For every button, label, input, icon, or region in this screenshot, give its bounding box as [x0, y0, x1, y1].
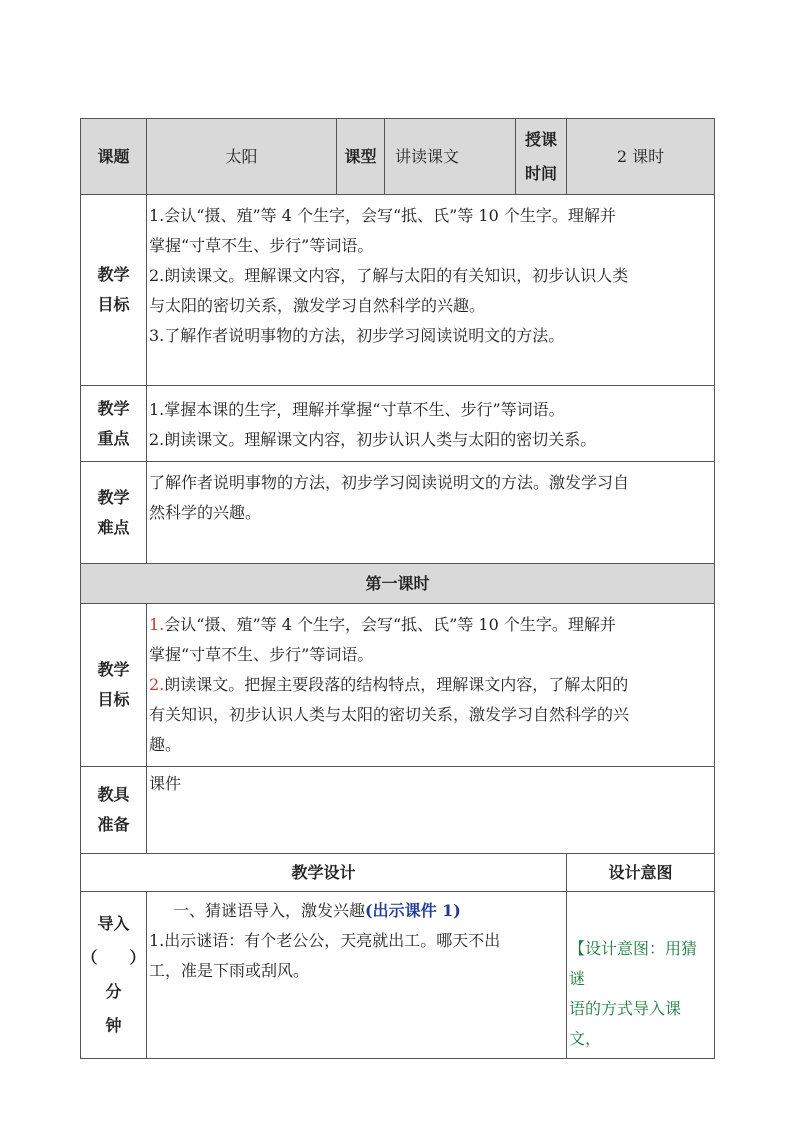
- lesson-goal-line: 2.朗读课文。把握主要段落的结构特点，理解课文内容，了解太阳的: [149, 675, 629, 694]
- lesson-goal-line: 1.会认“摄、殖”等 4 个生字，会写“抵、氏”等 10 个生字。理解并: [149, 615, 616, 634]
- intro-content: [147, 892, 567, 1059]
- time-label-line-1: 授课: [524, 129, 557, 149]
- tools-value: 课件: [147, 767, 715, 854]
- tools-label: 教具 准备: [81, 767, 147, 854]
- intro-row: [81, 892, 715, 1059]
- difficulties-line: 了解作者说明事物的方法，初步学习阅读说明文的方法。激发学习自: [149, 473, 630, 492]
- key-points-line: 1.掌握本课的生字，理解并掌握“寸草不生、步行”等词语。: [149, 399, 565, 419]
- intent-line: 【设计意图：用猜谜: [569, 939, 698, 988]
- topic-value: 太阳: [147, 119, 337, 195]
- goals-line: 与太阳的密切关系，激发学习自然科学的兴趣。: [149, 296, 486, 315]
- goals-line: 掌握“寸草不生、步行”等词语。: [149, 236, 374, 255]
- time-value: 2 课时: [567, 119, 715, 195]
- topic-label: 课题: [81, 119, 147, 195]
- lesson-goal-number: 2.: [149, 675, 165, 694]
- time-label: [516, 119, 567, 195]
- goals-content: [147, 195, 715, 386]
- intro-step-line: 工，准是下雨或刮风。: [149, 961, 310, 980]
- lesson-plan-table: [80, 118, 715, 1059]
- intent-column-header: 设计意图: [567, 854, 715, 892]
- difficulties-content: [147, 462, 715, 564]
- intent-line: 语的方式导入课文，: [569, 999, 682, 1048]
- difficulties-row: [81, 462, 715, 564]
- goals-row: [81, 195, 715, 386]
- lesson-goal-number: 1.: [149, 615, 165, 634]
- lesson-goals-row: [81, 604, 715, 767]
- lesson-goal-line: 掌握“寸草不生、步行”等词语。: [149, 645, 374, 664]
- key-points-row: [81, 386, 715, 462]
- first-lesson-title: 第一课时: [81, 564, 715, 604]
- difficulties-line: 然科学的兴趣。: [149, 503, 262, 522]
- goals-line: 2.朗读课文。理解课文内容，了解与太阳的有关知识，初步认识人类: [149, 266, 629, 285]
- intro-label: 导入 （ ）分 钟: [81, 892, 147, 1059]
- design-header-row: [81, 854, 715, 892]
- type-value: 讲读课文: [385, 119, 516, 195]
- time-label-line-2: 时间: [524, 163, 557, 183]
- key-points-line: 2.朗读课文。理解课文内容，初步认识人类与太阳的密切关系。: [149, 429, 597, 449]
- key-points-label: 教学 重点: [81, 386, 147, 462]
- design-intent-content: [567, 892, 715, 1059]
- lesson-goal-line: 有关知识，初步认识人类与太阳的密切关系，激发学习自然科学的兴: [149, 705, 630, 724]
- design-column-header: 教学设计: [81, 854, 567, 892]
- lesson-goals-label: 教学 目标: [81, 604, 147, 767]
- tools-row: [81, 767, 715, 854]
- header-row: [81, 119, 715, 195]
- lesson-goal-line: 趣。: [149, 735, 182, 754]
- difficulties-label: 教学 难点: [81, 462, 147, 564]
- first-lesson-row: [81, 564, 715, 604]
- goals-line: 1.会认“摄、殖”等 4 个生字，会写“抵、氏”等 10 个生字。理解并: [149, 206, 616, 225]
- courseware-link[interactable]: (出示课件 1): [365, 901, 461, 920]
- goals-label: 教学 目标: [81, 195, 147, 386]
- type-label: 课型: [337, 119, 385, 195]
- intro-step-line: 1.出示谜语：有个老公公，天亮就出工。哪天不出: [149, 931, 501, 950]
- key-points-content: [147, 386, 715, 462]
- intro-step-title: 一、猜谜语导入，激发兴趣(出示课件 1): [173, 901, 461, 920]
- goals-line: 3.了解作者说明事物的方法，初步学习阅读说明文的方法。: [149, 326, 565, 345]
- lesson-goals-content: [147, 604, 715, 767]
